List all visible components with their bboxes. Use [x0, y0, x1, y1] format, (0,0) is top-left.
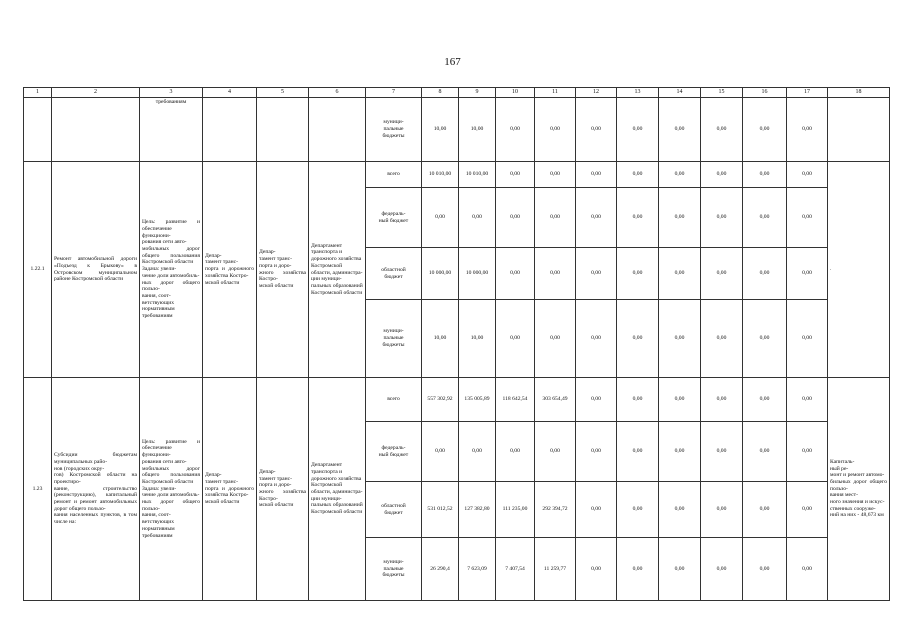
amount-cell: 10,00: [422, 300, 459, 378]
column-number-row: [24, 88, 890, 98]
amount-cell: 0,00: [787, 98, 828, 162]
executors: Департамент транспорта и дорожного хозяйства Костромской области, администра- ции муници- пальных образований Костромской области: [309, 378, 366, 601]
result-indicator: .: [828, 162, 890, 378]
row-id: 1.23: [24, 378, 52, 601]
goal-text: Цель: развитие и обеспечение функциони- рования сети авто- мобильных дорог общего пользования Костромской области Задача: увели- чение доли автомобиль- ных дорог общего пользо- вания, соот- ветствующих нормативным требованиям: [140, 162, 203, 378]
program-row-line: [24, 378, 890, 422]
result-indicator: Капиталь- ный ре- монт и ремонт автомо- бильных дорог общего пользо- вания мест- ного значения и искус- ственных сооруже- ний на них - 48,673 км: [828, 378, 890, 601]
amount-cell: 0,00: [496, 188, 535, 248]
col-number: 17: [787, 88, 828, 98]
amount-cell: 0,00: [659, 162, 701, 188]
cont-col4: [203, 98, 257, 162]
amount-cell: 0,00: [787, 188, 828, 248]
funding-source: областной бюджет: [366, 482, 422, 538]
amount-cell: 7 407,54: [496, 538, 535, 601]
funding-source: федераль- ный бюджет: [366, 188, 422, 248]
cont-col6: [309, 98, 366, 162]
col-number: 16: [743, 88, 787, 98]
funding-source: муници- пальные бюджеты: [366, 98, 422, 162]
col-number: 2: [52, 88, 140, 98]
amount-cell: 11 259,77: [535, 538, 576, 601]
amount-cell: 0,00: [659, 378, 701, 422]
col-number: 12: [576, 88, 617, 98]
program-table: [23, 87, 890, 601]
amount-cell: 0,00: [422, 188, 459, 248]
page-number: 167: [444, 56, 461, 68]
funding-source: всего: [366, 162, 422, 188]
col-number: 6: [309, 88, 366, 98]
amount-cell: 0,00: [787, 482, 828, 538]
col-number: 18: [828, 88, 890, 98]
amount-cell: 0,00: [535, 248, 576, 300]
funding-source: областной бюджет: [366, 248, 422, 300]
col-number: 5: [257, 88, 309, 98]
cont-col5: [257, 98, 309, 162]
amount-cell: 0,00: [787, 538, 828, 601]
amount-cell: 10 010,00: [422, 162, 459, 188]
amount-cell: 0,00: [659, 300, 701, 378]
amount-cell: 0,00: [743, 538, 787, 601]
measure-name: Ремонт автомобильной дороги «Подъезд к Брыкову» в Островском муниципальном районе Костромской области: [52, 162, 140, 378]
amount-cell: 0,00: [576, 378, 617, 422]
amount-cell: 0,00: [617, 188, 659, 248]
amount-cell: 0,00: [617, 162, 659, 188]
department-b: Депар- тамент транс- порта и доро- жного хозяйства Костро- мской области: [257, 162, 309, 378]
amount-cell: 0,00: [617, 482, 659, 538]
amount-cell: 0,00: [743, 422, 787, 482]
amount-cell: 26 290,4: [422, 538, 459, 601]
program-row-line: [24, 162, 890, 188]
amount-cell: 0,00: [617, 378, 659, 422]
department-a: Депар- тамент транс- порта и дорожного хозяйства Костро- мской области: [203, 162, 257, 378]
amount-cell: 0,00: [617, 98, 659, 162]
amount-cell: 7 623,09: [459, 538, 496, 601]
amount-cell: 0,00: [576, 248, 617, 300]
amount-cell: 0,00: [701, 482, 743, 538]
amount-cell: 0,00: [535, 422, 576, 482]
amount-cell: 0,00: [787, 422, 828, 482]
col-number: 1: [24, 88, 52, 98]
cont-goal-tail: требованиям: [140, 98, 203, 162]
amount-cell: 135 005,89: [459, 378, 496, 422]
col-number: 8: [422, 88, 459, 98]
amount-cell: 0,00: [659, 482, 701, 538]
amount-cell: 10 010,00: [459, 162, 496, 188]
amount-cell: 0,00: [701, 378, 743, 422]
amount-cell: 0,00: [659, 248, 701, 300]
amount-cell: 0,00: [787, 378, 828, 422]
amount-cell: 0,00: [535, 300, 576, 378]
amount-cell: 0,00: [496, 300, 535, 378]
amount-cell: 0,00: [496, 248, 535, 300]
amount-cell: 111 235,00: [496, 482, 535, 538]
amount-cell: 0,00: [701, 422, 743, 482]
amount-cell: 0,00: [659, 422, 701, 482]
amount-cell: 0,00: [617, 300, 659, 378]
amount-cell: 0,00: [576, 98, 617, 162]
amount-cell: 557 302,92: [422, 378, 459, 422]
amount-cell: 0,00: [576, 482, 617, 538]
amount-cell: 0,00: [743, 188, 787, 248]
amount-cell: 0,00: [617, 538, 659, 601]
amount-cell: 0,00: [701, 300, 743, 378]
amount-cell: 0,00: [743, 300, 787, 378]
amount-cell: 0,00: [701, 188, 743, 248]
funding-source: всего: [366, 378, 422, 422]
amount-cell: 303 654,49: [535, 378, 576, 422]
amount-cell: 10,00: [422, 98, 459, 162]
row-id: 1.22.1: [24, 162, 52, 378]
funding-source: муници- пальные бюджеты: [366, 538, 422, 601]
col-number: 3: [140, 88, 203, 98]
amount-cell: 0,00: [701, 538, 743, 601]
amount-cell: 0,00: [535, 162, 576, 188]
col-number: 11: [535, 88, 576, 98]
amount-cell: 0,00: [659, 188, 701, 248]
amount-cell: 0,00: [743, 162, 787, 188]
amount-cell: 0,00: [787, 300, 828, 378]
amount-cell: 10 000,00: [422, 248, 459, 300]
amount-cell: 10,00: [459, 98, 496, 162]
goal-text: Цель: развитие и обеспечение функциони- рования сети авто- мобильных дорог общего пользования Костромской области Задача: увели- чение доли автомобиль- ных дорог общего пользо- вания, соот- ветствующих нормативным требованиям: [140, 378, 203, 601]
measure-name: Субсидии бюджетам муниципальных райо- нов (городских окру- гов) Костромской области на проектиро- вание, строительство (реконструкцию), капитальный ремонт и ремонт автомобильных дорог общего пользо- вания населенных пунктов, в том числе на:: [52, 378, 140, 601]
amount-cell: 0,00: [701, 162, 743, 188]
amount-cell: 292 394,72: [535, 482, 576, 538]
col-number: 15: [701, 88, 743, 98]
department-a: Депар- тамент транс- порта и дорожного хозяйства Костро- мской области: [203, 378, 257, 601]
amount-cell: 0,00: [576, 422, 617, 482]
amount-cell: 10,00: [459, 300, 496, 378]
amount-cell: 0,00: [496, 98, 535, 162]
cont-col18: [828, 98, 890, 162]
col-number: 14: [659, 88, 701, 98]
amount-cell: 0,00: [576, 538, 617, 601]
continuation-row: [24, 98, 890, 162]
executors: Департамент транспорта и дорожного хозяйства Костромской области, администра- ции муници- пальных образований Костромской области: [309, 162, 366, 378]
amount-cell: 0,00: [576, 300, 617, 378]
amount-cell: 0,00: [576, 188, 617, 248]
amount-cell: 0,00: [743, 98, 787, 162]
col-number: 4: [203, 88, 257, 98]
col-number: 13: [617, 88, 659, 98]
amount-cell: 0,00: [659, 98, 701, 162]
cont-col2: [52, 98, 140, 162]
amount-cell: 0,00: [422, 422, 459, 482]
amount-cell: 0,00: [535, 98, 576, 162]
amount-cell: 0,00: [496, 422, 535, 482]
amount-cell: 118 642,54: [496, 378, 535, 422]
cont-col1: [24, 98, 52, 162]
amount-cell: 0,00: [617, 422, 659, 482]
department-b: Депар- тамент транс- порта и доро- жного хозяйства Костро- мской области: [257, 378, 309, 601]
amount-cell: 0,00: [743, 378, 787, 422]
amount-cell: 0,00: [617, 248, 659, 300]
amount-cell: 0,00: [701, 98, 743, 162]
amount-cell: 10 000,00: [459, 248, 496, 300]
col-number: 7: [366, 88, 422, 98]
amount-cell: 0,00: [459, 422, 496, 482]
col-number: 10: [496, 88, 535, 98]
amount-cell: 0,00: [701, 248, 743, 300]
funding-source: федераль- ный бюджет: [366, 422, 422, 482]
amount-cell: 0,00: [496, 162, 535, 188]
amount-cell: 0,00: [787, 162, 828, 188]
amount-cell: 531 012,52: [422, 482, 459, 538]
amount-cell: 0,00: [576, 162, 617, 188]
amount-cell: 127 382,80: [459, 482, 496, 538]
amount-cell: 0,00: [459, 188, 496, 248]
funding-source: муници- пальные бюджеты: [366, 300, 422, 378]
amount-cell: 0,00: [659, 538, 701, 601]
amount-cell: 0,00: [787, 248, 828, 300]
amount-cell: 0,00: [535, 188, 576, 248]
amount-cell: 0,00: [743, 482, 787, 538]
amount-cell: 0,00: [743, 248, 787, 300]
col-number: 9: [459, 88, 496, 98]
